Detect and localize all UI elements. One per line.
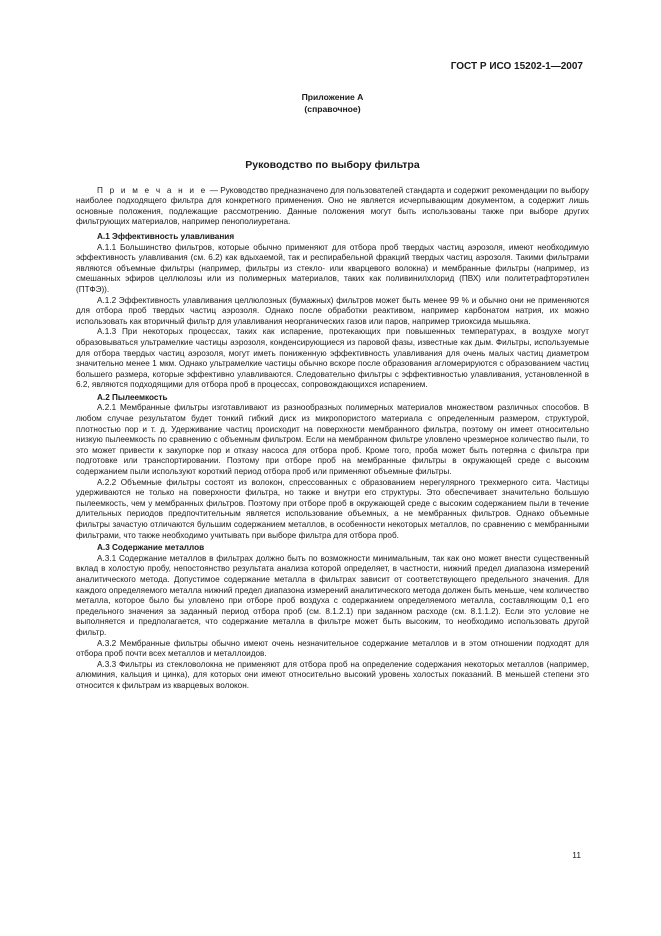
paragraph-a1-1: А.1.1 Большинство фильтров, которые обычно применяют для отбора проб твердых частиц аэрозоля, имеют необходимую эффективность улавливания (см. 6.2) как вдыхаемой, так и респирабельной фракций твердых частиц аэрозоля. Такими фильтрами являются объемные фильтры (например, фильтры из стекло- или кварцевого волокна) и мембранные фильтры (например, из смешанных эфиров целлюлозы или из полимерных материалов, таких как поливинилхлорид (ПВХ) или политетрафторэтилен (ПТФЭ)).: [76, 242, 589, 294]
paragraph-a3-1: А.3.1 Содержание металлов в фильтрах должно быть по возможности минимальным, так как оно может внести существенный вклад в холостую пробу, непостоянство результата анализа которой определяет, в частности, нижний предел диапазона измерений аналитического метода. Допустимое содержание металла в фильтрах зависит от соответствующего предельного значения. Для каждого определяемого металла нижний предел диапазона измерений аналитического метода должен быть меньше, чем количество металла, которое было бы уловлено при отборе проб воздуха с содержанием определяемого металла, составляющим 0,1 его предельного значения за заданный период отбора проб (см. 8.1.2.1) при заданном расходе (см. 8.1.1.2). Если это условие не выполняется и предполагается, что содержание металла в фильтре может быть высоким, то необходимо использовать другой фильтр.: [76, 553, 589, 637]
paragraph-a3-3: А.3.3 Фильтры из стекловолокна не применяют для отбора проб на определение содержания некоторых металлов (например, алюминия, кальция и цинка), для которых они имеют относительно высокий уровень холостых показаний. В меньшей степени это относится к фильтрам из кварцевых волокон.: [76, 659, 589, 690]
section-heading-a2: А.2 Пылеемкость: [97, 392, 168, 402]
page-number: 11: [572, 850, 581, 860]
annex-subtitle: (справочное): [304, 103, 361, 114]
annex-title: Приложение А: [301, 92, 364, 102]
annex-heading: [76, 92, 589, 115]
document-title: Руководство по выбору фильтра: [245, 159, 420, 171]
section-heading-a3: А.3 Содержание металлов: [97, 543, 205, 553]
standard-code: ГОСТ Р ИСО 15202-1—2007: [450, 61, 583, 72]
paragraph-a2-1: А.2.1 Мембранные фильтры изготавливают из разнообразных полимерных материалов множеством различных способов. В любом случае результатом будет тонкий гибкий диск из микропористого материала с определенным размером, структурой, плотностью пор и т. д. Удерживание частиц происходит на поверхности мембранного фильтра, поэтому он имеет относительно низкую пылеемкость по сравнению с объемным фильтром. Если на мембранном фильтре уловлено чрезмерное количество пыли, то это может привести к закупорке пор и отказу насоса для отбора проб. Кроме того, проба может быть потеряна с фильтра при подготовке или транспортировании. Поэтому при отборе проб на мембранные фильтры в окружающей среде с высоким содержанием пыли используют короткий период отбора проб или применяют объемные фильтры.: [76, 403, 589, 477]
paragraph-a2-2: А.2.2 Объемные фильтры состоят из волокон, спрессованных с образованием нерегулярного трехмерного сита. Частицы удерживаются не только на поверхности фильтра, но также и внутри его структуры. Это обеспечивает значительно большую пылеемкость, чем у мембранных фильтров. Поэтому при отборе проб в окружающей среде с высоким содержанием пыли в течение длительных периодов предпочтительным является использование объемных, а не мембранных фильтров. Однако объемные фильтры зачастую отличаются бульшим содержанием металлов, в особенности некоторых металлов, по сравнению с мембранными фильтрами, что также необходимо учитывать при выборе фильтра для отбора проб.: [76, 477, 589, 540]
paragraph-a3-2: А.3.2 Мембранные фильтры обычно имеют очень незначительное содержание металлов и в этом отношении подходят для отбора проб почти всех металлов и металлоидов.: [76, 638, 589, 659]
paragraph-a1-2: А.1.2 Эффективность улавливания целлюлозных (бумажных) фильтров может быть менее 99 % и обычно они не применяются для отбора проб твердых частиц аэрозоля. Однако после обработки реактивом, например карбонатом натрия, их можно использовать как вторичный фильтр для улавливания неорганических газов или паров, например триоксида мышьяка.: [76, 295, 589, 326]
note-label: П р и м е ч а н и е: [97, 185, 208, 195]
note-text: — Руководство предназначено для пользователей стандарта и содержит рекомендации по выбору наиболее подходящего фильтра для конкретного применения. Оно не является исчерпывающим документом, а содержит лишь основные положения, подлежащие рассмотрению. Данные положения могут быть использованы также при выборе других фильтрующих материалов, например пенополиуретана.: [76, 185, 589, 227]
paragraph-a1-3: А.1.3 При некоторых процессах, таких как испарение, протекающих при повышенных температурах, в воздухе могут образовываться ультрамелкие частицы аэрозоля, конденсирующиеся из паровой фазы, известные как дым. Фильтры, используемые для отбора твердых частиц аэрозоля, могут иметь пониженную эффективность улавливания для очень малых частиц диаметром значительно менее 1 мкм. Однако ультрамелкие частицы обычно вскоре после образования агломерируются с образованием частиц большего размера, которые эффективно улавливаются. Следовательно фильтры с эффективностью улавливания, установленной в 6.2, являются подходящими для отбора проб в процессах, сопровождающихся испарением.: [76, 327, 589, 390]
section-heading-a1: А.1 Эффективность улавливания: [97, 231, 235, 241]
note-paragraph: [76, 186, 589, 228]
